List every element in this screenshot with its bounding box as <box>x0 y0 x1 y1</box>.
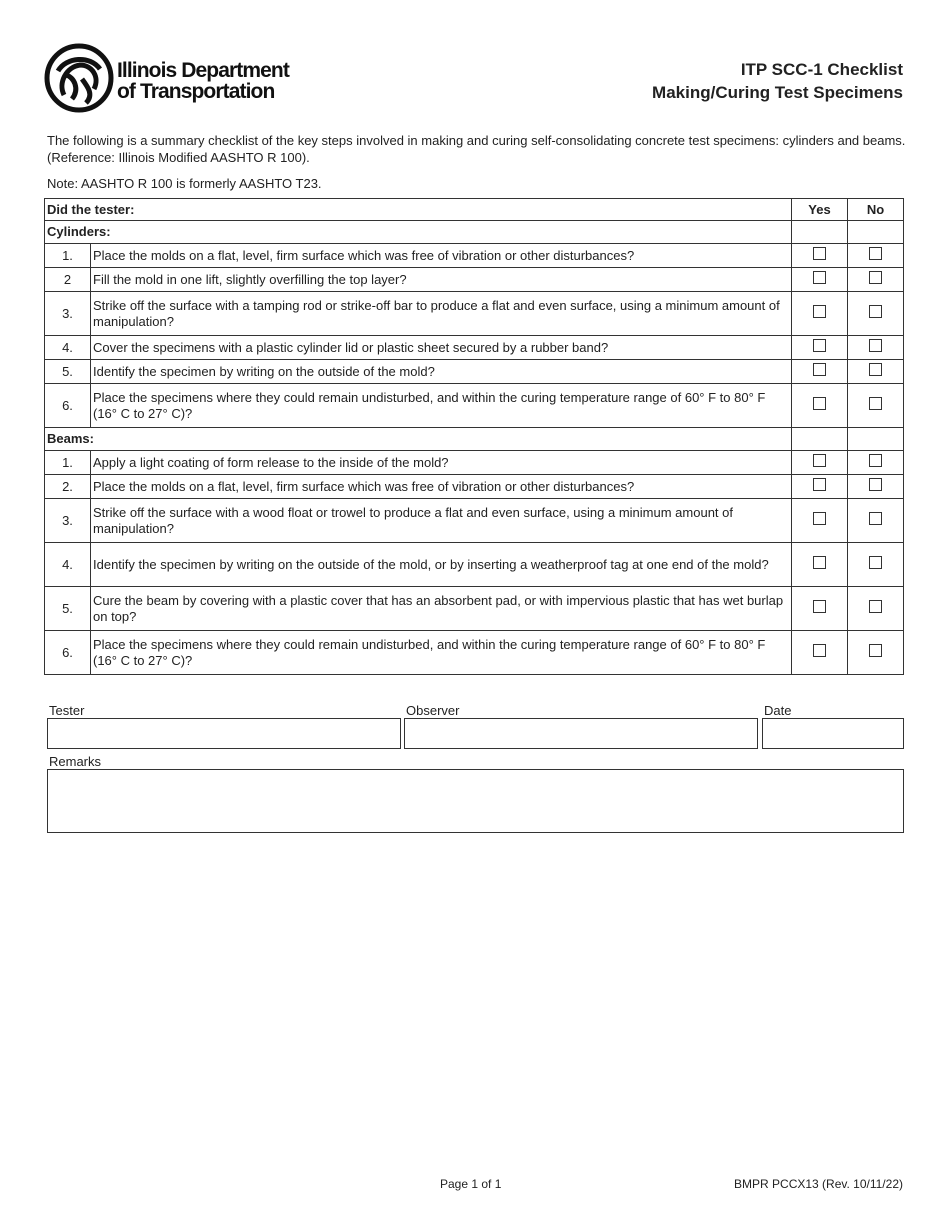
col-question-header: Did the tester: <box>45 199 792 221</box>
beam-item-text: Place the specimens where they could remain undisturbed, and within the curing temperature range of 60° F to 80° F (16° C to 27° C)? <box>91 631 792 675</box>
yes-cell <box>792 631 848 675</box>
yes-cell <box>792 499 848 543</box>
beam-item-text: Identify the specimen by writing on the outside of the mold, or by inserting a weatherproof tag at one end of the mold? <box>91 543 792 587</box>
yes-cell <box>792 268 848 292</box>
title-line-1: ITP SCC-1 Checklist <box>740 60 903 79</box>
yes-cell <box>792 292 848 336</box>
no-checkbox[interactable] <box>869 644 882 657</box>
idot-seal-icon <box>44 43 114 113</box>
form-number: BMPR PCCX13 (Rev. 10/11/22) <box>734 1177 903 1191</box>
beam-item-number: 5. <box>45 587 91 631</box>
cylinder-item-number: 2 <box>45 268 91 292</box>
table-row <box>45 360 904 384</box>
section-empty-cell <box>848 428 904 451</box>
table-row <box>45 543 904 587</box>
logo-wordmark <box>117 60 289 102</box>
yes-checkbox[interactable] <box>813 339 826 352</box>
cylinder-item-number: 1. <box>45 244 91 268</box>
beam-item-text: Apply a light coating of form release to the inside of the mold? <box>91 451 792 475</box>
date-label: Date <box>764 703 792 718</box>
yes-cell <box>792 360 848 384</box>
beam-item-number: 1. <box>45 451 91 475</box>
yes-checkbox[interactable] <box>813 271 826 284</box>
no-cell <box>848 244 904 268</box>
table-row <box>45 384 904 428</box>
yes-cell <box>792 543 848 587</box>
no-checkbox[interactable] <box>869 600 882 613</box>
no-checkbox[interactable] <box>869 247 882 260</box>
cylinder-item-text: Strike off the surface with a tamping rod or strike-off bar to produce a flat and even surface, using a minimum amount of manipulation? <box>91 292 792 336</box>
beam-item-text: Place the molds on a flat, level, firm surface which was free of vibration or other disturbances? <box>91 475 792 499</box>
yes-checkbox[interactable] <box>813 478 826 491</box>
table-row <box>45 292 904 336</box>
remarks-label: Remarks <box>49 754 102 769</box>
beam-item-number: 3. <box>45 499 91 543</box>
no-cell <box>848 292 904 336</box>
page-number: Page 1 of 1 <box>440 1177 502 1191</box>
yes-checkbox[interactable] <box>813 247 826 260</box>
table-header-row <box>45 199 904 221</box>
cylinder-item-text: Identify the specimen by writing on the outside of the mold? <box>91 360 792 384</box>
logo-line-1: Illinois Department <box>117 59 289 82</box>
beam-item-text: Cure the beam by covering with a plastic cover that has an absorbent pad, or with impervious plastic that has wet burlap on top? <box>91 587 792 631</box>
no-cell <box>848 268 904 292</box>
yes-checkbox[interactable] <box>813 556 826 569</box>
cylinder-item-text: Place the specimens where they could remain undisturbed, and within the curing temperature range of 60° F to 80° F (16° C to 27° C)? <box>91 384 792 428</box>
observer-field[interactable] <box>404 718 758 749</box>
cylinders-section-label: Cylinders: <box>45 221 792 244</box>
no-cell <box>848 384 904 428</box>
yes-cell <box>792 475 848 499</box>
yes-checkbox[interactable] <box>813 397 826 410</box>
page-title <box>652 58 903 104</box>
cylinder-item-number: 3. <box>45 292 91 336</box>
table-row <box>45 336 904 360</box>
beams-section-label: Beams: <box>45 428 792 451</box>
cylinder-item-number: 4. <box>45 336 91 360</box>
beam-item-number: 6. <box>45 631 91 675</box>
table-row <box>45 631 904 675</box>
cylinder-item-text: Place the molds on a flat, level, firm surface which was free of vibration or other disturbances? <box>91 244 792 268</box>
no-checkbox[interactable] <box>869 478 882 491</box>
section-empty-cell <box>792 221 848 244</box>
date-field[interactable] <box>762 718 904 749</box>
yes-checkbox[interactable] <box>813 454 826 467</box>
section-empty-cell <box>792 428 848 451</box>
no-checkbox[interactable] <box>869 363 882 376</box>
cylinders-section-row <box>45 221 904 244</box>
table-row <box>45 475 904 499</box>
intro-paragraph: The following is a summary checklist of the key steps involved in making and curing self-consolidating concrete test specimens: cylinders and beams. (Reference: Illinois Modified AASHTO R 100). <box>47 133 906 165</box>
cylinder-item-number: 5. <box>45 360 91 384</box>
table-row <box>45 268 904 292</box>
yes-checkbox[interactable] <box>813 363 826 376</box>
remarks-field[interactable] <box>47 769 904 833</box>
beam-item-text: Strike off the surface with a wood float or trowel to produce a flat and even surface, using a minimum amount of manipulation? <box>91 499 792 543</box>
yes-checkbox[interactable] <box>813 644 826 657</box>
cylinder-item-text: Fill the mold in one lift, slightly overfilling the top layer? <box>91 268 792 292</box>
no-checkbox[interactable] <box>869 271 882 284</box>
tester-label: Tester <box>49 703 85 718</box>
title-line-2: Making/Curing Test Specimens <box>652 83 903 102</box>
yes-checkbox[interactable] <box>813 305 826 318</box>
no-cell <box>848 543 904 587</box>
yes-cell <box>792 451 848 475</box>
yes-checkbox[interactable] <box>813 512 826 525</box>
no-cell <box>848 336 904 360</box>
no-checkbox[interactable] <box>869 305 882 318</box>
no-checkbox[interactable] <box>869 339 882 352</box>
beam-item-number: 4. <box>45 543 91 587</box>
no-cell <box>848 631 904 675</box>
table-row <box>45 451 904 475</box>
no-checkbox[interactable] <box>869 397 882 410</box>
yes-cell <box>792 587 848 631</box>
no-cell <box>848 360 904 384</box>
yes-cell <box>792 244 848 268</box>
table-row <box>45 244 904 268</box>
no-cell <box>848 587 904 631</box>
tester-field[interactable] <box>47 718 401 749</box>
yes-cell <box>792 336 848 360</box>
yes-cell <box>792 384 848 428</box>
col-yes-header: Yes <box>792 199 848 221</box>
col-no-header: No <box>848 199 904 221</box>
no-checkbox[interactable] <box>869 512 882 525</box>
no-cell <box>848 475 904 499</box>
cylinder-item-number: 6. <box>45 384 91 428</box>
no-cell <box>848 499 904 543</box>
idot-logo <box>44 43 304 115</box>
no-checkbox[interactable] <box>869 556 882 569</box>
yes-checkbox[interactable] <box>813 600 826 613</box>
beam-item-number: 2. <box>45 475 91 499</box>
no-checkbox[interactable] <box>869 454 882 467</box>
note-text: Note: AASHTO R 100 is formerly AASHTO T23. <box>47 176 322 191</box>
observer-label: Observer <box>406 703 460 718</box>
beams-section-row <box>45 428 904 451</box>
checklist-table <box>44 198 904 675</box>
table-row <box>45 499 904 543</box>
table-row <box>45 587 904 631</box>
cylinder-item-text: Cover the specimens with a plastic cylinder lid or plastic sheet secured by a rubber band? <box>91 336 792 360</box>
section-empty-cell <box>848 221 904 244</box>
no-cell <box>848 451 904 475</box>
logo-line-2: of Transportation <box>117 80 275 103</box>
